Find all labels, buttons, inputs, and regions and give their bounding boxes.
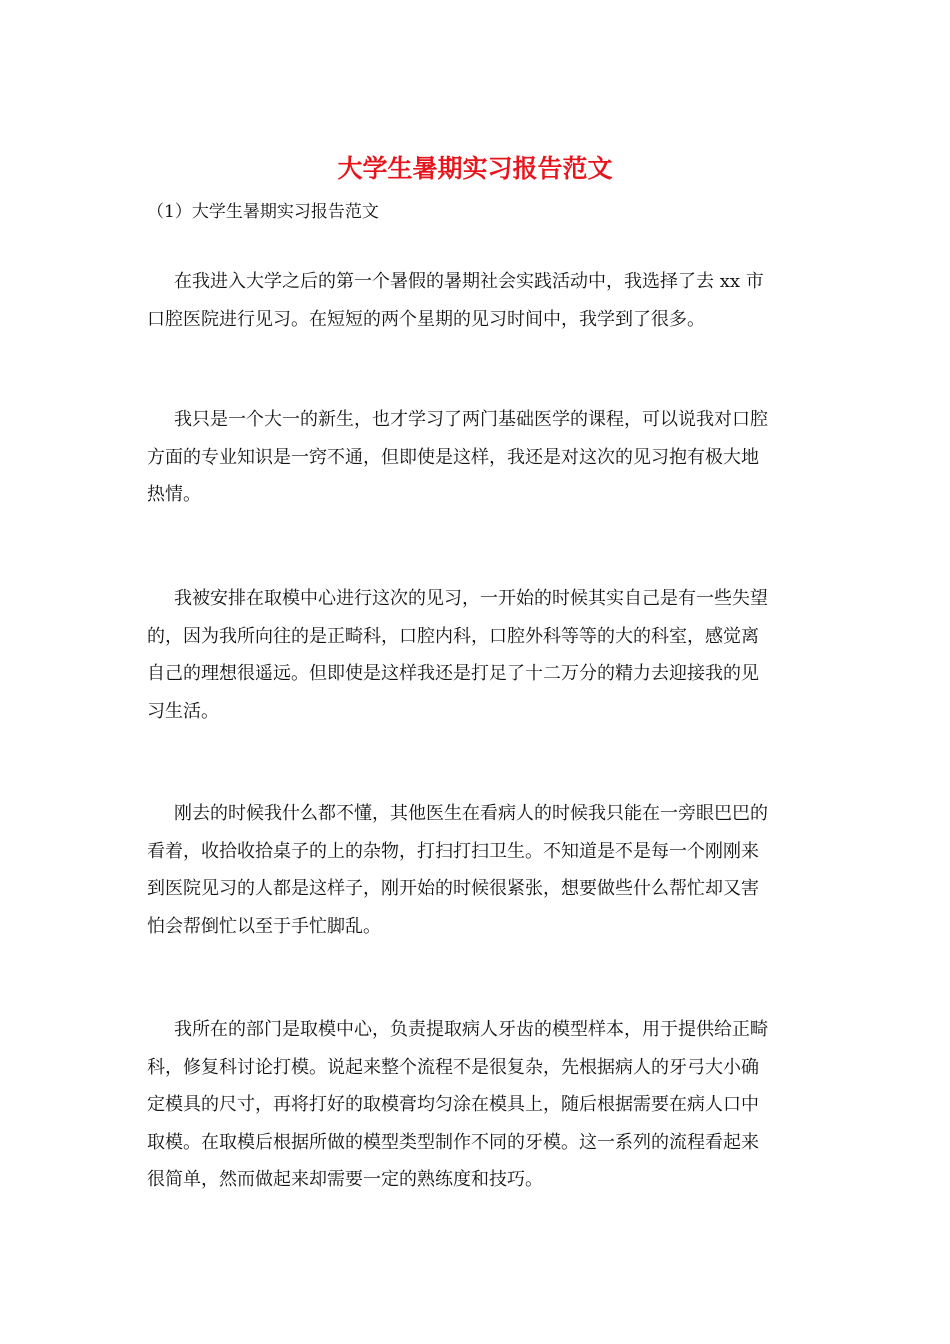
- paragraph-line: 定模具的尺寸，再将打好的取模膏均匀涂在模具上，随后根据需要在病人口中: [147, 1094, 759, 1115]
- paragraph-line: 的，因为我所向往的是正畸科，口腔内科，口腔外科等等的大的科室，感觉离: [147, 625, 759, 647]
- paragraph-line: 热情。: [147, 484, 201, 505]
- paragraph-line: 到医院见习的人都是这样子，刚开始的时候很紧张，想要做些什么帮忙却又害: [147, 878, 759, 899]
- paragraph-line: 自己的理想很遥远。但即使是这样我还是打足了十二万分的精力去迎接我的见: [147, 663, 759, 684]
- paragraph-line: 在我进入大学之后的第一个暑假的暑期社会实践活动中，我选择了去 xx 市: [174, 271, 764, 292]
- document-subtitle: （1）大学生暑期实习报告范文: [147, 202, 379, 222]
- paragraph-1: [147, 263, 807, 338]
- paragraph-5: [147, 1011, 807, 1199]
- paragraph-line: 怕会帮倒忙以至于手忙脚乱。: [147, 915, 381, 937]
- document-title: 大学生暑期实习报告范文: [337, 154, 613, 183]
- paragraph-line: 习生活。: [147, 700, 219, 722]
- paragraph-line: 方面的专业知识是一窍不通，但即使是这样，我还是对这次的见习抱有极大地: [147, 446, 759, 468]
- paragraph-line: 口腔医院进行见习。在短短的两个星期的见习时间中，我学到了很多。: [147, 308, 705, 330]
- paragraph-2: [147, 401, 807, 514]
- paragraph-4: [147, 795, 807, 945]
- paragraph-line: 取模。在取模后根据所做的模型类型制作不同的牙模。这一系列的流程看起来: [147, 1131, 759, 1153]
- paragraph-line: 我只是一个大一的新生，也才学习了两门基础医学的课程，可以说我对口腔: [174, 409, 768, 430]
- paragraph-line: 我所在的部门是取模中心，负责提取病人牙齿的模型样本，用于提供给正畸: [174, 1019, 768, 1040]
- paragraph-3: [147, 580, 807, 730]
- paragraph-line: 科，修复科讨论打模。说起来整个流程不是很复杂，先根据病人的牙弓大小确: [147, 1056, 759, 1078]
- paragraph-line: 我被安排在取模中心进行这次的见习，一开始的时候其实自己是有一些失望: [174, 588, 768, 609]
- paragraph-line: 很简单，然而做起来却需要一定的熟练度和技巧。: [147, 1169, 543, 1190]
- paragraph-line: 刚去的时候我什么都不懂，其他医生在看病人的时候我只能在一旁眼巴巴的: [174, 803, 768, 824]
- paragraph-line: 看着，收拾收拾桌子的上的杂物，打扫打扫卫生。不知道是不是每一个刚刚来: [147, 840, 759, 862]
